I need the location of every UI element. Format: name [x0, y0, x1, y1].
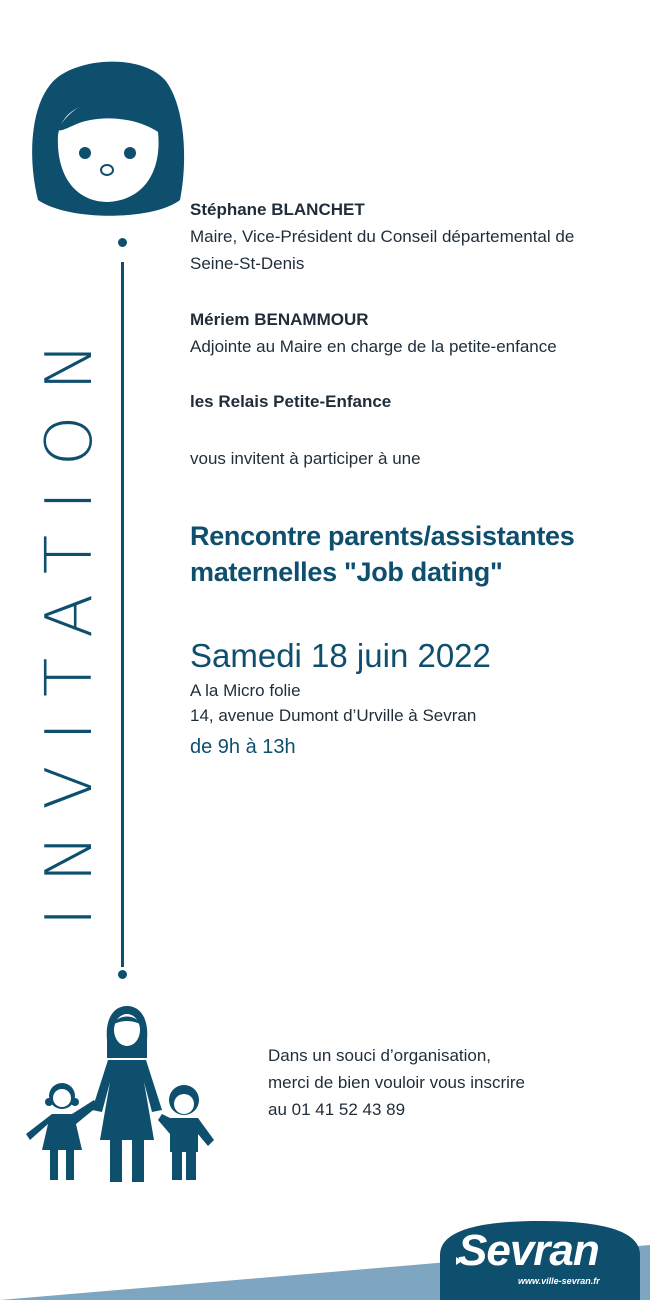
- woman-face-illustration: [30, 50, 190, 225]
- intro-text: vous invitent à participer à une: [190, 449, 421, 468]
- registration-line1: Dans un souci d’organisation,: [268, 1046, 492, 1065]
- event-title-line2: maternelles "Job dating": [190, 557, 503, 587]
- registration-info: [268, 1042, 525, 1123]
- event-place: [190, 678, 476, 728]
- registration-phone: au 01 41 52 43 89: [268, 1100, 406, 1119]
- sevran-logo: Sevran: [458, 1226, 599, 1275]
- event-title-line1: Rencontre parents/assistantes: [190, 521, 575, 551]
- host1-role-line1: Maire, Vice-Président du Conseil départemental de: [190, 227, 575, 246]
- host1-name: Stéphane BLANCHET: [190, 200, 365, 219]
- registration-line2: merci de bien vouloir vous inscrire: [268, 1073, 525, 1092]
- invitation-vertical-title: INVITATION: [33, 317, 107, 927]
- host2-block: [190, 306, 557, 360]
- host1-role-line2: Seine-St-Denis: [190, 254, 305, 273]
- hosts-block: [190, 196, 574, 277]
- event-hours: de 9h à 13h: [190, 736, 296, 758]
- event-title: [190, 518, 574, 590]
- host2-name: Mériem BENAMMOUR: [190, 310, 369, 329]
- top-dot: [118, 238, 127, 247]
- org-name: les Relais Petite-Enfance: [190, 392, 392, 411]
- place-line2: 14, avenue Dumont d’Urville à Sevran: [190, 706, 477, 725]
- family-illustration: [22, 1000, 237, 1185]
- host2-role: Adjointe au Maire en charge de la petite-enfance: [190, 337, 557, 356]
- event-date: Samedi 18 juin 2022: [190, 637, 491, 674]
- place-line1: A la Micro folie: [190, 681, 301, 700]
- vertical-divider-line: [121, 262, 124, 967]
- sevran-url: www.ville-sevran.fr: [518, 1276, 600, 1286]
- bottom-dot: [118, 970, 127, 979]
